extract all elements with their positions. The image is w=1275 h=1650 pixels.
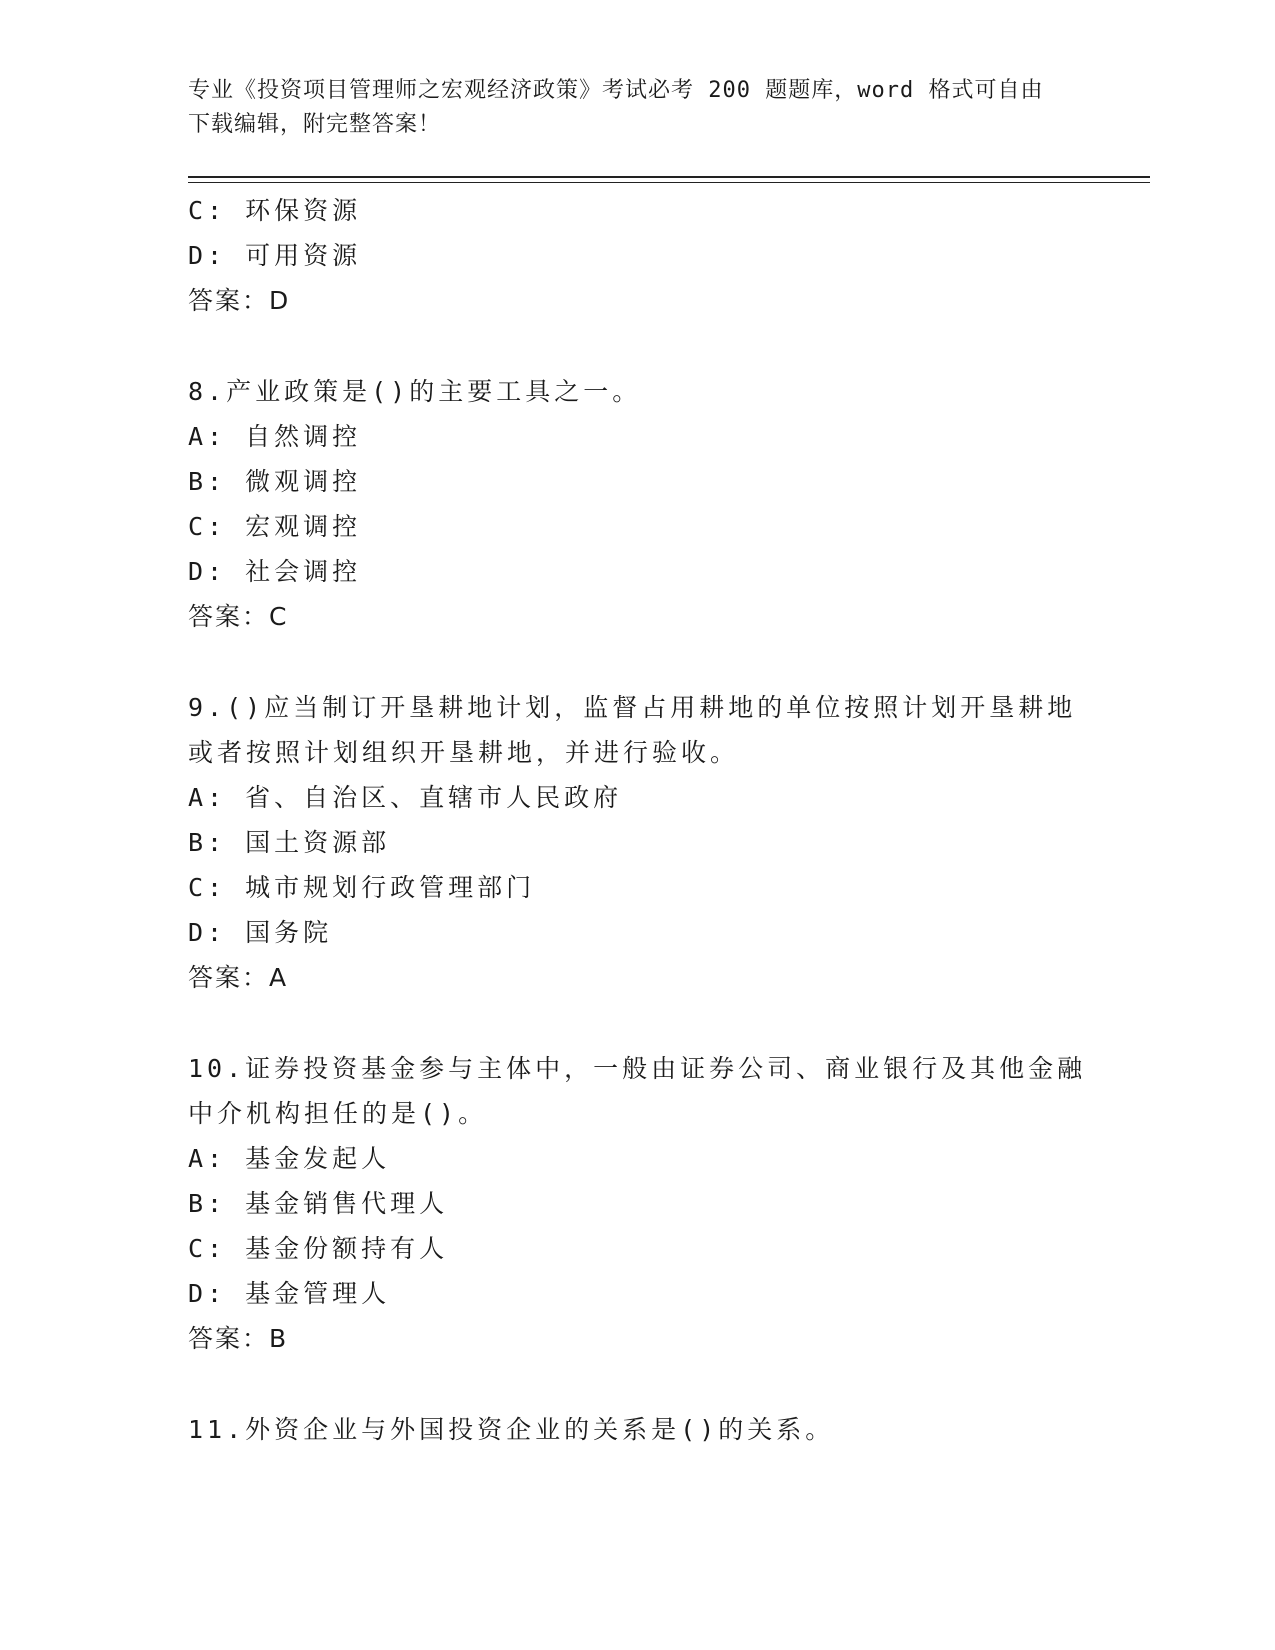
question-stem-line-2: 或者按照计划组织开垦耕地，并进行验收。 [188,738,740,767]
question-11 [188,1407,1088,1452]
option-b: B: 微观调控 [188,467,362,496]
option-a: A: 省、自治区、直辖市人民政府 [188,783,623,812]
option-d: D: 可用资源 [188,241,362,270]
header-divider-thick [188,176,1150,178]
question-spacer [188,1361,1088,1407]
header-line-1: 专业《投资项目管理师之宏观经济政策》考试必考 200 题题库，word 格式可自由 [188,78,1044,103]
question-stem-line-1: 9.()应当制订开垦耕地计划，监督占用耕地的单位按照计划开垦耕地 [188,693,1077,722]
option-b: B: 基金销售代理人 [188,1189,449,1218]
document-header [188,74,1088,142]
option-d: D: 社会调控 [188,557,362,586]
question-stem-line-1: 10.证券投资基金参与主体中，一般由证券公司、商业银行及其他金融 [188,1054,1087,1083]
question-9 [188,685,1088,1000]
header-line-2: 下载编辑，附完整答案！ [188,112,442,137]
question-10 [188,1046,1088,1361]
question-7-tail [188,188,1088,323]
question-stem-line-2: 中介机构担任的是()。 [188,1099,488,1128]
question-spacer [188,323,1088,369]
question-spacer [188,639,1088,685]
option-b: B: 国土资源部 [188,828,391,857]
question-stem: 11.外资企业与外国投资企业的关系是()的关系。 [188,1415,835,1444]
question-spacer [188,1000,1088,1046]
option-c: C: 环保资源 [188,196,362,225]
option-a: A: 自然调控 [188,422,362,451]
option-d: D: 国务院 [188,918,333,947]
answer: 答案：A [188,963,289,992]
option-c: C: 城市规划行政管理部门 [188,873,536,902]
option-c: C: 宏观调控 [188,512,362,541]
option-d: D: 基金管理人 [188,1279,391,1308]
answer: 答案：C [188,602,289,631]
question-stem: 8.产业政策是()的主要工具之一。 [188,377,642,406]
question-list [188,188,1088,1452]
option-c: C: 基金份额持有人 [188,1234,449,1263]
answer: 答案：D [188,286,291,315]
question-8 [188,369,1088,639]
option-a: A: 基金发起人 [188,1144,391,1173]
answer: 答案：B [188,1324,289,1353]
header-divider-thin [188,182,1150,183]
